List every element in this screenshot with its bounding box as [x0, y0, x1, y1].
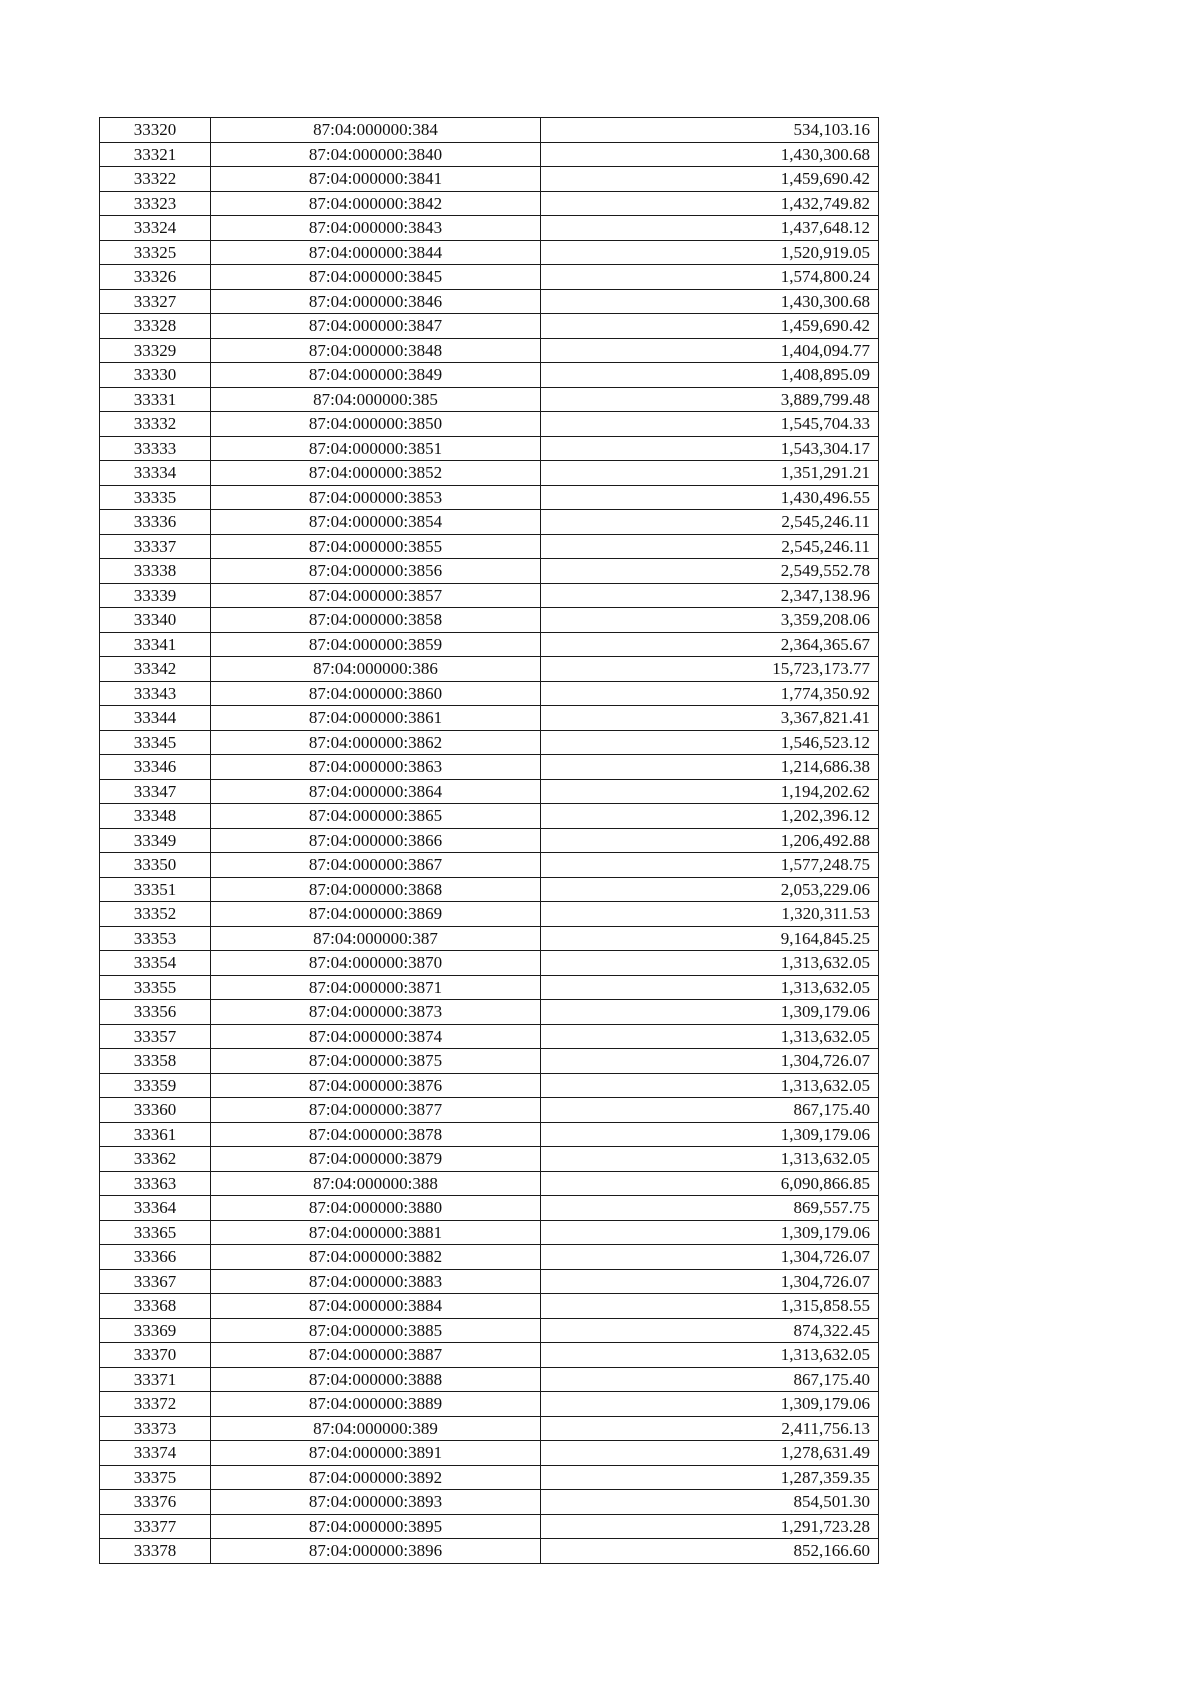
row-number-cell: 33332 [100, 412, 211, 437]
table-row [100, 828, 879, 853]
cadastral-number-cell: 87:04:000000:3868 [211, 877, 541, 902]
cadastral-number-cell: 87:04:000000:3875 [211, 1049, 541, 1074]
value-cell: 1,206,492.88 [541, 828, 879, 853]
row-number-cell: 33325 [100, 240, 211, 265]
table-row [100, 167, 879, 192]
table-row [100, 1098, 879, 1123]
row-number-cell: 33356 [100, 1000, 211, 1025]
table-row [100, 779, 879, 804]
table-row [100, 1416, 879, 1441]
cadastral-number-cell: 87:04:000000:385 [211, 387, 541, 412]
value-cell: 1,278,631.49 [541, 1441, 879, 1466]
cadastral-number-cell: 87:04:000000:3850 [211, 412, 541, 437]
cadastral-number-cell: 87:04:000000:3891 [211, 1441, 541, 1466]
table-row [100, 608, 879, 633]
table-row [100, 1465, 879, 1490]
table-row [100, 289, 879, 314]
row-number-cell: 33322 [100, 167, 211, 192]
value-cell: 874,322.45 [541, 1318, 879, 1343]
cadastral-number-cell: 87:04:000000:3869 [211, 902, 541, 927]
cadastral-number-cell: 87:04:000000:389 [211, 1416, 541, 1441]
value-cell: 2,545,246.11 [541, 534, 879, 559]
table-row [100, 216, 879, 241]
row-number-cell: 33343 [100, 681, 211, 706]
cadastral-number-cell: 87:04:000000:3870 [211, 951, 541, 976]
row-number-cell: 33336 [100, 510, 211, 535]
cadastral-number-cell: 87:04:000000:3847 [211, 314, 541, 339]
table-row [100, 118, 879, 143]
table-row [100, 387, 879, 412]
cadastral-number-cell: 87:04:000000:3861 [211, 706, 541, 731]
table-row [100, 1441, 879, 1466]
row-number-cell: 33360 [100, 1098, 211, 1123]
row-number-cell: 33351 [100, 877, 211, 902]
row-number-cell: 33362 [100, 1147, 211, 1172]
table-row [100, 975, 879, 1000]
row-number-cell: 33324 [100, 216, 211, 241]
cadastral-number-cell: 87:04:000000:3858 [211, 608, 541, 633]
value-cell: 3,367,821.41 [541, 706, 879, 731]
row-number-cell: 33339 [100, 583, 211, 608]
cadastral-number-cell: 87:04:000000:3884 [211, 1294, 541, 1319]
row-number-cell: 33333 [100, 436, 211, 461]
cadastral-number-cell: 87:04:000000:3846 [211, 289, 541, 314]
table-row [100, 265, 879, 290]
value-cell: 1,430,300.68 [541, 142, 879, 167]
cadastral-number-cell: 87:04:000000:3877 [211, 1098, 541, 1123]
table-row [100, 1073, 879, 1098]
cadastral-number-cell: 87:04:000000:384 [211, 118, 541, 143]
table-row [100, 1245, 879, 1270]
cadastral-value-table [99, 117, 879, 1564]
table-row [100, 1514, 879, 1539]
cadastral-number-cell: 87:04:000000:3852 [211, 461, 541, 486]
cadastral-number-cell: 87:04:000000:3883 [211, 1269, 541, 1294]
cadastral-number-cell: 87:04:000000:3871 [211, 975, 541, 1000]
table-row [100, 877, 879, 902]
cadastral-number-cell: 87:04:000000:3854 [211, 510, 541, 535]
row-number-cell: 33354 [100, 951, 211, 976]
table-row [100, 706, 879, 731]
table-row [100, 804, 879, 829]
cadastral-number-cell: 87:04:000000:3885 [211, 1318, 541, 1343]
value-cell: 852,166.60 [541, 1539, 879, 1564]
cadastral-number-cell: 87:04:000000:3848 [211, 338, 541, 363]
cadastral-number-cell: 87:04:000000:3851 [211, 436, 541, 461]
table-body [100, 118, 879, 1564]
table-row [100, 1343, 879, 1368]
value-cell: 1,202,396.12 [541, 804, 879, 829]
row-number-cell: 33321 [100, 142, 211, 167]
value-cell: 1,304,726.07 [541, 1269, 879, 1294]
cadastral-number-cell: 87:04:000000:3896 [211, 1539, 541, 1564]
value-cell: 1,287,359.35 [541, 1465, 879, 1490]
cadastral-number-cell: 87:04:000000:386 [211, 657, 541, 682]
row-number-cell: 33350 [100, 853, 211, 878]
table-row [100, 755, 879, 780]
value-cell: 1,545,704.33 [541, 412, 879, 437]
table-row [100, 1220, 879, 1245]
table-row [100, 1318, 879, 1343]
table-row [100, 534, 879, 559]
value-cell: 867,175.40 [541, 1367, 879, 1392]
table-row [100, 1490, 879, 1515]
table-row [100, 926, 879, 951]
cadastral-number-cell: 87:04:000000:3856 [211, 559, 541, 584]
value-cell: 2,364,365.67 [541, 632, 879, 657]
row-number-cell: 33330 [100, 363, 211, 388]
row-number-cell: 33378 [100, 1539, 211, 1564]
row-number-cell: 33331 [100, 387, 211, 412]
value-cell: 1,546,523.12 [541, 730, 879, 755]
table-row [100, 1392, 879, 1417]
cadastral-number-cell: 87:04:000000:3845 [211, 265, 541, 290]
cadastral-number-cell: 87:04:000000:3873 [211, 1000, 541, 1025]
value-cell: 1,437,648.12 [541, 216, 879, 241]
cadastral-number-cell: 87:04:000000:3860 [211, 681, 541, 706]
row-number-cell: 33323 [100, 191, 211, 216]
cadastral-number-cell: 87:04:000000:3857 [211, 583, 541, 608]
row-number-cell: 33364 [100, 1196, 211, 1221]
cadastral-number-cell: 87:04:000000:3893 [211, 1490, 541, 1515]
row-number-cell: 33340 [100, 608, 211, 633]
table-row [100, 338, 879, 363]
table-row [100, 559, 879, 584]
cadastral-number-cell: 87:04:000000:3880 [211, 1196, 541, 1221]
row-number-cell: 33353 [100, 926, 211, 951]
value-cell: 1,430,496.55 [541, 485, 879, 510]
table-row [100, 1367, 879, 1392]
value-cell: 1,432,749.82 [541, 191, 879, 216]
value-cell: 1,309,179.06 [541, 1392, 879, 1417]
cadastral-number-cell: 87:04:000000:3855 [211, 534, 541, 559]
row-number-cell: 33371 [100, 1367, 211, 1392]
value-cell: 1,774,350.92 [541, 681, 879, 706]
row-number-cell: 33342 [100, 657, 211, 682]
table-row [100, 1294, 879, 1319]
cadastral-number-cell: 87:04:000000:3840 [211, 142, 541, 167]
value-cell: 3,889,799.48 [541, 387, 879, 412]
value-cell: 2,549,552.78 [541, 559, 879, 584]
row-number-cell: 33367 [100, 1269, 211, 1294]
table-row [100, 1171, 879, 1196]
cadastral-number-cell: 87:04:000000:3874 [211, 1024, 541, 1049]
table-row [100, 657, 879, 682]
cadastral-number-cell: 87:04:000000:3859 [211, 632, 541, 657]
row-number-cell: 33329 [100, 338, 211, 363]
row-number-cell: 33357 [100, 1024, 211, 1049]
row-number-cell: 33366 [100, 1245, 211, 1270]
value-cell: 2,053,229.06 [541, 877, 879, 902]
cadastral-number-cell: 87:04:000000:3878 [211, 1122, 541, 1147]
cadastral-number-cell: 87:04:000000:3887 [211, 1343, 541, 1368]
cadastral-number-cell: 87:04:000000:3841 [211, 167, 541, 192]
row-number-cell: 33344 [100, 706, 211, 731]
value-cell: 1,309,179.06 [541, 1000, 879, 1025]
row-number-cell: 33359 [100, 1073, 211, 1098]
table-row [100, 461, 879, 486]
row-number-cell: 33377 [100, 1514, 211, 1539]
row-number-cell: 33337 [100, 534, 211, 559]
row-number-cell: 33375 [100, 1465, 211, 1490]
row-number-cell: 33372 [100, 1392, 211, 1417]
table-row [100, 412, 879, 437]
table-row [100, 951, 879, 976]
value-cell: 1,404,094.77 [541, 338, 879, 363]
value-cell: 1,520,919.05 [541, 240, 879, 265]
table-row [100, 436, 879, 461]
value-cell: 1,309,179.06 [541, 1220, 879, 1245]
row-number-cell: 33373 [100, 1416, 211, 1441]
cadastral-number-cell: 87:04:000000:3866 [211, 828, 541, 853]
cadastral-number-cell: 87:04:000000:3882 [211, 1245, 541, 1270]
value-cell: 2,411,756.13 [541, 1416, 879, 1441]
value-cell: 1,309,179.06 [541, 1122, 879, 1147]
cadastral-number-cell: 87:04:000000:3843 [211, 216, 541, 241]
cadastral-number-cell: 87:04:000000:3867 [211, 853, 541, 878]
row-number-cell: 33361 [100, 1122, 211, 1147]
value-cell: 15,723,173.77 [541, 657, 879, 682]
table-row [100, 1122, 879, 1147]
table-row [100, 314, 879, 339]
value-cell: 9,164,845.25 [541, 926, 879, 951]
cadastral-number-cell: 87:04:000000:3895 [211, 1514, 541, 1539]
value-cell: 1,313,632.05 [541, 951, 879, 976]
cadastral-number-cell: 87:04:000000:3881 [211, 1220, 541, 1245]
cadastral-number-cell: 87:04:000000:387 [211, 926, 541, 951]
value-cell: 1,459,690.42 [541, 314, 879, 339]
row-number-cell: 33349 [100, 828, 211, 853]
value-cell: 1,214,686.38 [541, 755, 879, 780]
table-row [100, 681, 879, 706]
value-cell: 1,459,690.42 [541, 167, 879, 192]
row-number-cell: 33328 [100, 314, 211, 339]
table-row [100, 1049, 879, 1074]
value-cell: 1,351,291.21 [541, 461, 879, 486]
cadastral-number-cell: 87:04:000000:3892 [211, 1465, 541, 1490]
table-row [100, 730, 879, 755]
row-number-cell: 33338 [100, 559, 211, 584]
table-row [100, 191, 879, 216]
value-cell: 869,557.75 [541, 1196, 879, 1221]
cadastral-number-cell: 87:04:000000:3863 [211, 755, 541, 780]
table-row [100, 902, 879, 927]
table-row [100, 240, 879, 265]
value-cell: 1,408,895.09 [541, 363, 879, 388]
table-row [100, 1000, 879, 1025]
value-cell: 1,313,632.05 [541, 975, 879, 1000]
value-cell: 1,574,800.24 [541, 265, 879, 290]
table-row [100, 485, 879, 510]
cadastral-number-cell: 87:04:000000:3888 [211, 1367, 541, 1392]
row-number-cell: 33376 [100, 1490, 211, 1515]
row-number-cell: 33326 [100, 265, 211, 290]
cadastral-number-cell: 87:04:000000:3842 [211, 191, 541, 216]
value-cell: 1,304,726.07 [541, 1245, 879, 1270]
value-cell: 1,577,248.75 [541, 853, 879, 878]
value-cell: 1,543,304.17 [541, 436, 879, 461]
cadastral-number-cell: 87:04:000000:3876 [211, 1073, 541, 1098]
cadastral-number-cell: 87:04:000000:3844 [211, 240, 541, 265]
table-row [100, 510, 879, 535]
cadastral-number-cell: 87:04:000000:3849 [211, 363, 541, 388]
row-number-cell: 33352 [100, 902, 211, 927]
cadastral-number-cell: 87:04:000000:3862 [211, 730, 541, 755]
cadastral-number-cell: 87:04:000000:3864 [211, 779, 541, 804]
cadastral-number-cell: 87:04:000000:3889 [211, 1392, 541, 1417]
value-cell: 2,347,138.96 [541, 583, 879, 608]
row-number-cell: 33358 [100, 1049, 211, 1074]
value-cell: 1,430,300.68 [541, 289, 879, 314]
cadastral-number-cell: 87:04:000000:388 [211, 1171, 541, 1196]
value-cell: 1,291,723.28 [541, 1514, 879, 1539]
table-row [100, 853, 879, 878]
row-number-cell: 33348 [100, 804, 211, 829]
row-number-cell: 33345 [100, 730, 211, 755]
row-number-cell: 33320 [100, 118, 211, 143]
value-cell: 1,304,726.07 [541, 1049, 879, 1074]
value-cell: 1,313,632.05 [541, 1073, 879, 1098]
table-row [100, 142, 879, 167]
value-cell: 1,313,632.05 [541, 1147, 879, 1172]
table-row [100, 1539, 879, 1564]
row-number-cell: 33341 [100, 632, 211, 657]
value-cell: 1,315,858.55 [541, 1294, 879, 1319]
table-row [100, 1024, 879, 1049]
row-number-cell: 33355 [100, 975, 211, 1000]
cadastral-number-cell: 87:04:000000:3879 [211, 1147, 541, 1172]
value-cell: 534,103.16 [541, 118, 879, 143]
table-row [100, 363, 879, 388]
value-cell: 867,175.40 [541, 1098, 879, 1123]
row-number-cell: 33347 [100, 779, 211, 804]
row-number-cell: 33335 [100, 485, 211, 510]
row-number-cell: 33369 [100, 1318, 211, 1343]
table-row [100, 1196, 879, 1221]
value-cell: 1,194,202.62 [541, 779, 879, 804]
cadastral-number-cell: 87:04:000000:3865 [211, 804, 541, 829]
row-number-cell: 33370 [100, 1343, 211, 1368]
table-row [100, 1147, 879, 1172]
value-cell: 1,313,632.05 [541, 1343, 879, 1368]
row-number-cell: 33365 [100, 1220, 211, 1245]
value-cell: 2,545,246.11 [541, 510, 879, 535]
row-number-cell: 33327 [100, 289, 211, 314]
value-cell: 854,501.30 [541, 1490, 879, 1515]
row-number-cell: 33363 [100, 1171, 211, 1196]
table-row [100, 1269, 879, 1294]
row-number-cell: 33374 [100, 1441, 211, 1466]
value-cell: 1,313,632.05 [541, 1024, 879, 1049]
row-number-cell: 33334 [100, 461, 211, 486]
value-cell: 6,090,866.85 [541, 1171, 879, 1196]
value-cell: 3,359,208.06 [541, 608, 879, 633]
document-page [99, 117, 878, 1564]
cadastral-number-cell: 87:04:000000:3853 [211, 485, 541, 510]
row-number-cell: 33346 [100, 755, 211, 780]
table-row [100, 583, 879, 608]
row-number-cell: 33368 [100, 1294, 211, 1319]
value-cell: 1,320,311.53 [541, 902, 879, 927]
table-row [100, 632, 879, 657]
